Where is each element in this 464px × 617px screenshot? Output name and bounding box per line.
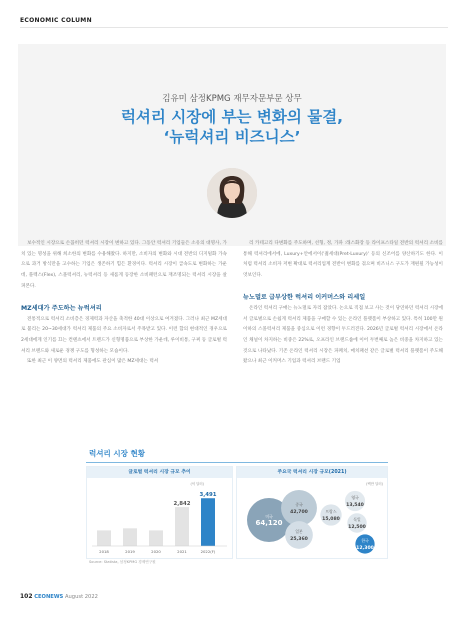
bar-2019: [123, 528, 137, 546]
bubble-chart: [237, 478, 387, 558]
bar-chart: [87, 478, 232, 558]
article-title: [0, 107, 464, 147]
paragraph-intro: 보수적인 시장으로 손꼽히던 럭셔리 시장이 변하고 있다. 그동안 럭셔리 기업들은 소유의 대명사, 가치 있는 명성을 위해 희소한의 변화를 수용해왔다. 하지만, 소비자의 변화와 시대 전반의 디지털화 가속으로 과거 방식만을 고수하는 기업은 생존하기 힘든 환경이다. 럭셔리 시장이 급속도로 변화하는 가운데, 플렉스(Flex), 스몰럭셔리, 뉴럭셔리 등 새롭게 등장한 소비패턴으로 재조명되는 럭셔리 시장을 살펴본다.: [21, 241, 227, 289]
bubble-value-label: 13,540: [346, 503, 364, 508]
x-tick-label: 2022(F): [200, 549, 216, 554]
bubble-country-label: 프랑스: [325, 509, 337, 514]
bubble-country-label: 중국: [295, 502, 303, 507]
chart-title-country-market: 주요국 럭셔리 시장 규모(2021): [237, 467, 387, 478]
magazine-issue: August 2022: [64, 594, 98, 600]
bar-value-label: 2,842: [173, 501, 191, 508]
article-title-line-1: 럭셔리 시장에 부는 변화의 물결,: [120, 108, 344, 126]
chart-title-global-market: 글로벌 럭셔리 시장 규모 추이: [87, 467, 232, 478]
paragraph-mz-continued: 또한 최근 이 양면의 럭셔리 제품에도 관심이 많은 MZ세대는 럭셔: [27, 359, 159, 365]
chart-source: Source: Statista, 삼정KPMG 경제연구원: [89, 560, 156, 564]
chart-section-title: 럭셔리 시장 현황: [89, 449, 145, 458]
author-portrait: [207, 168, 257, 218]
article-column-right: [243, 239, 443, 368]
chart-panel-country-market: [236, 466, 388, 559]
bubble-country-label: 일본: [295, 529, 303, 534]
bubble-3: [320, 504, 341, 525]
bubble-value-label: 12,300: [356, 546, 374, 551]
bubble-value-label: 25,360: [290, 537, 308, 542]
portrait-illustration: [207, 168, 257, 218]
chart-unit-country-market: (백만 달러): [366, 482, 383, 486]
bubble-country-label: 독일: [353, 517, 361, 522]
subheading-ecommerce: 뉴노멀로 급부상한 럭셔리 이커머스와 리세일: [243, 293, 366, 301]
bubble-value-label: 64,120: [255, 519, 283, 527]
paragraph-ecommerce: 온라인 럭셔리 구매는 뉴노멀로 자리 잡았다. 논으로 직접 보고 사는 것이 당연하던 럭셔리 시장에서 글로벌으로 손쉽게 럭셔리 제품을 구매할 수 있는 온라인 플랫폼이 부상하고 있다. 특히 100만 원 이하의 스몰럭셔리 제품을 중심으로 이런 경향이 두드러진다. 2026년 글로벌 럭셔리 시장에서 온라인 채널이 차지하는 비중은 22%로, 오프라인 브랜드숍에 이어 두번째로 높은 비중을 차지하고 있는 것으로 나타났다. 기존 온라인 럭셔리 시장은 파페치, 매치패션 같은 글로벌 럭셔리 플랫폼이 주도해왔으나 최근 이커머스 기업과 럭셔리 브랜드 기업: [243, 305, 443, 365]
chart-panel-global-market: [86, 466, 233, 559]
article-column-left: [21, 239, 227, 368]
bubble-4: [345, 491, 365, 511]
subheading-mz: MZ세대가 주도하는 뉴럭셔리: [21, 304, 102, 312]
author-byline: 김유미 삼정KPMG 재무자문부문 상무: [162, 94, 302, 104]
x-tick-label: 2018: [99, 549, 109, 554]
bubble-value-label: 42,700: [290, 510, 308, 515]
x-tick-label: 2021: [177, 549, 187, 554]
section-divider: [20, 27, 448, 28]
magazine-brand: CEONEWS: [34, 594, 64, 600]
bar-2022(F): [201, 498, 215, 546]
page-number: 102: [20, 593, 33, 600]
chart-section-divider: [86, 462, 388, 463]
paragraph-mz: 전통적으로 럭셔리 소비층은 경제력과 자산을 축적한 40대 이상으로 여겨졌다. 그러나 최근 MZ세대로 불리는 20~30세대가 럭셔리 제품의 주요 소비자로서 주목받고 있다. 이런 합의 현대적인 경우으로 2세대에게 인기를 끄는 컨텐츠에서 트렌드가 신형명품으로 부상한 가운데, 루이비통, 구찌 등 글로벌 럭셔리 브랜드와 새로운 경쟁 구도를 형성하는 모습이다.: [21, 316, 227, 354]
section-label: ECONOMIC COLUMN: [20, 17, 92, 24]
bar-2018: [97, 530, 111, 546]
bar-value-label: 3,491: [199, 492, 217, 499]
x-tick-label: 2020: [151, 549, 161, 554]
bubble-country-label: 한국: [361, 538, 369, 543]
page-footer: [20, 593, 98, 600]
x-tick-label: 2019: [125, 549, 135, 554]
bubble-country-label: 미국: [265, 514, 273, 519]
bubble-value-label: 12,500: [348, 525, 366, 530]
bubble-2: [285, 521, 313, 549]
paragraph-category: 리 카테고리 다변화를 주도하며, 선형, 정, 가파 :래스화장 등 라이프스타일 전반의 럭셔리 소비를 통해 럭셔리에서에, Luxury+안에서이('젊세대(Pret-Luxury)' 등의 신조어를 양산하기도 한다. 이처럼 럭셔리 소비자 저변 확대로 럭셔리업계 전반이 변화를 겪으며 비즈니스 구도가 재편될 가능성이 엿보인다.: [243, 241, 443, 279]
chart-unit-global-market: (억 달러): [190, 482, 204, 486]
bar-2021: [175, 507, 189, 546]
bar-2020: [149, 530, 163, 546]
bubble-1: [281, 490, 317, 526]
bubble-country-label: 영국: [351, 495, 359, 500]
article-title-line-2: ‘뉴럭셔리 비즈니스’: [163, 128, 301, 146]
bubble-value-label: 15,080: [322, 517, 340, 522]
